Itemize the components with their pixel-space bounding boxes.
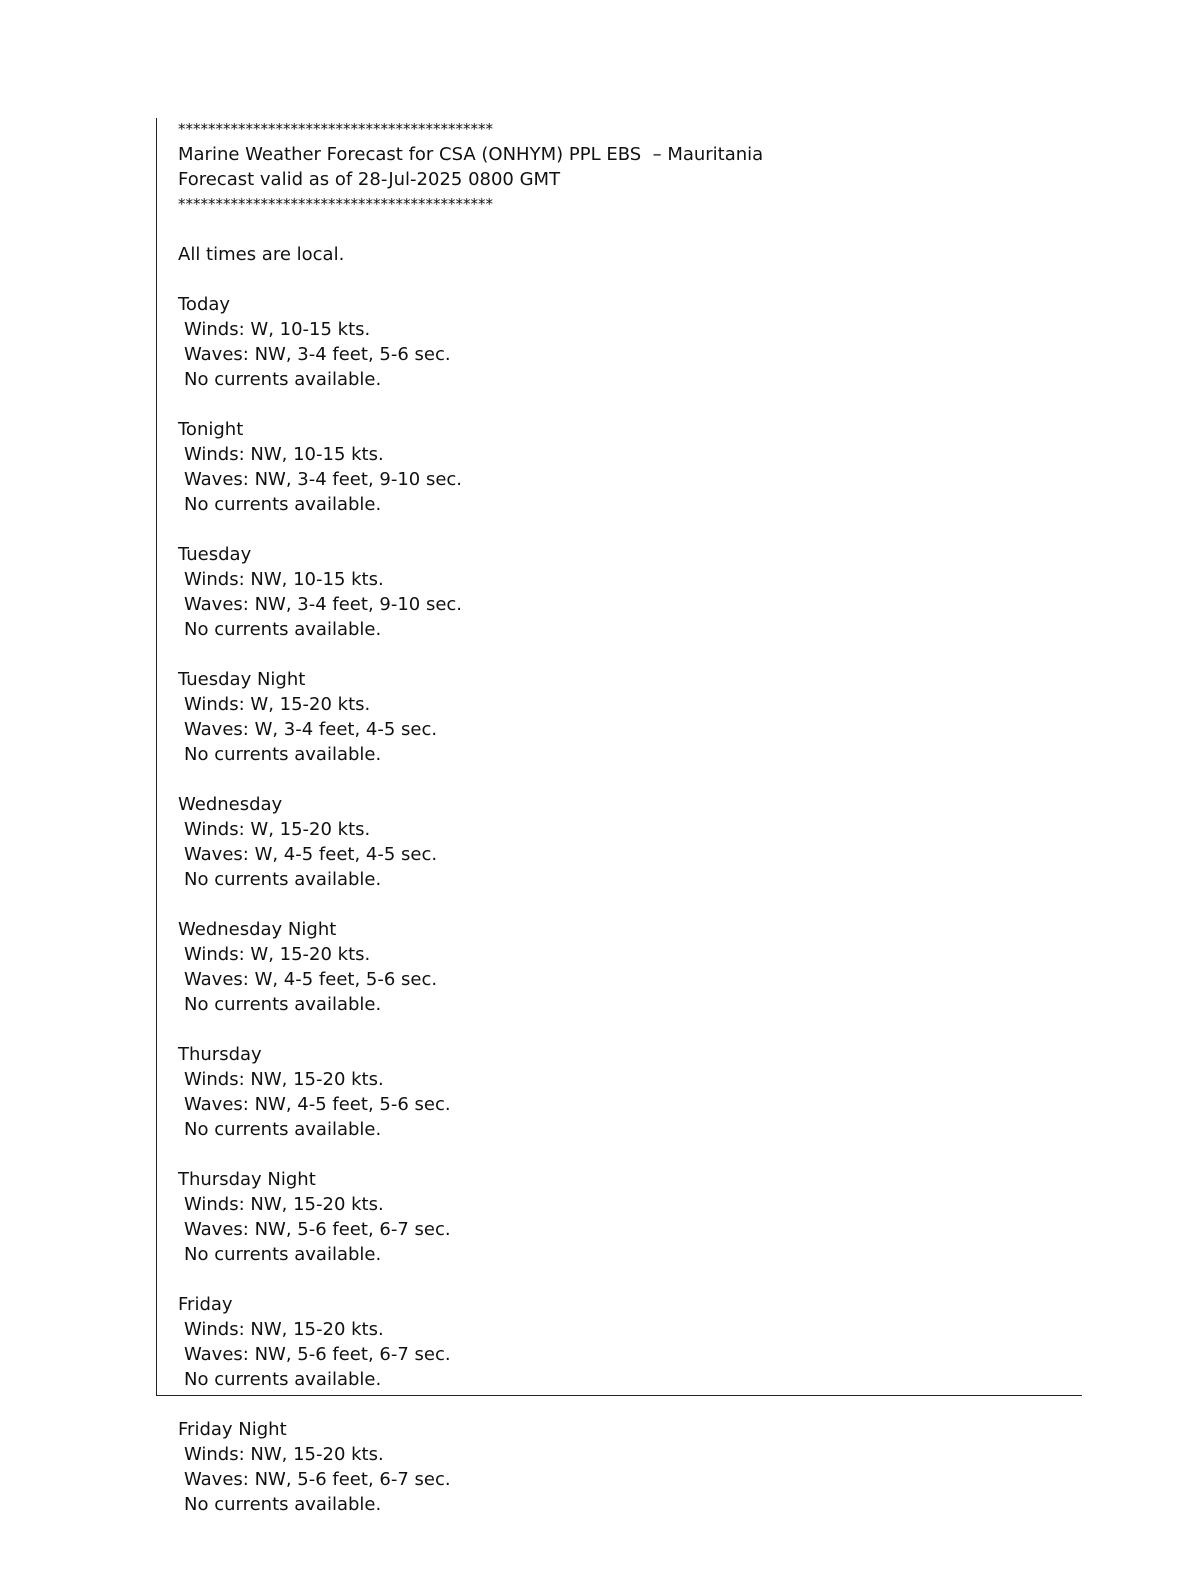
period-waves: Waves: W, 4-5 feet, 4-5 sec. xyxy=(184,844,438,865)
period-waves: Waves: NW, 5-6 feet, 6-7 sec. xyxy=(184,1219,451,1240)
period-waves: Waves: NW, 3-4 feet, 9-10 sec. xyxy=(184,594,463,615)
period-name: Thursday xyxy=(178,1044,262,1065)
forecast-period-tuesday-night xyxy=(178,667,1078,792)
forecast-title: Marine Weather Forecast for CSA (ONHYM) PPL EBS – Mauritania xyxy=(178,144,764,165)
period-winds: Winds: NW, 15-20 kts. xyxy=(184,1319,384,1340)
period-waves: Waves: NW, 3-4 feet, 9-10 sec. xyxy=(184,469,463,490)
spacer xyxy=(178,267,1078,292)
spacer xyxy=(178,892,1078,917)
frame-left-border xyxy=(156,118,157,1396)
period-waves: Waves: W, 3-4 feet, 4-5 sec. xyxy=(184,719,438,740)
header-stars-bottom: ****************************************** xyxy=(178,195,493,213)
period-currents: No currents available. xyxy=(184,494,382,515)
period-currents: No currents available. xyxy=(184,1369,382,1390)
header-stars-top: ****************************************** xyxy=(178,120,493,138)
period-currents: No currents available. xyxy=(184,869,382,890)
forecast-valid-time: Forecast valid as of 28-Jul-2025 0800 GMT xyxy=(178,169,561,190)
spacer xyxy=(178,392,1078,417)
period-currents: No currents available. xyxy=(184,369,382,390)
period-name: Today xyxy=(178,294,231,315)
period-currents: No currents available. xyxy=(184,619,382,640)
period-currents: No currents available. xyxy=(184,744,382,765)
period-name: Tuesday Night xyxy=(178,669,306,690)
period-name: Wednesday xyxy=(178,794,283,815)
period-currents: No currents available. xyxy=(184,1244,382,1265)
forecast-period-friday xyxy=(178,1292,1078,1417)
period-winds: Winds: NW, 15-20 kts. xyxy=(184,1069,384,1090)
period-winds: Winds: NW, 15-20 kts. xyxy=(184,1194,384,1215)
period-winds: Winds: NW, 10-15 kts. xyxy=(184,444,384,465)
spacer xyxy=(178,642,1078,667)
forecast-period-wednesday xyxy=(178,792,1078,917)
forecast-period-thursday-night xyxy=(178,1167,1078,1292)
spacer xyxy=(178,1142,1078,1167)
forecast-period-tonight xyxy=(178,417,1078,542)
period-waves: Waves: NW, 5-6 feet, 6-7 sec. xyxy=(184,1469,451,1490)
spacer xyxy=(178,217,1078,242)
period-waves: Waves: NW, 3-4 feet, 5-6 sec. xyxy=(184,344,451,365)
period-currents: No currents available. xyxy=(184,1119,382,1140)
period-waves: Waves: NW, 5-6 feet, 6-7 sec. xyxy=(184,1344,451,1365)
period-winds: Winds: W, 15-20 kts. xyxy=(184,694,371,715)
times-note: All times are local. xyxy=(178,244,345,265)
forecast-period-tuesday xyxy=(178,542,1078,667)
period-winds: Winds: W, 10-15 kts. xyxy=(184,319,371,340)
forecast-period-wednesday-night xyxy=(178,917,1078,1042)
period-name: Tonight xyxy=(178,419,244,440)
spacer xyxy=(178,517,1078,542)
period-currents: No currents available. xyxy=(184,1494,382,1515)
period-name: Friday xyxy=(178,1294,233,1315)
forecast-document xyxy=(178,117,1078,1517)
spacer xyxy=(178,1392,1078,1417)
period-name: Tuesday xyxy=(178,544,252,565)
spacer xyxy=(178,1267,1078,1292)
period-winds: Winds: NW, 15-20 kts. xyxy=(184,1444,384,1465)
period-currents: No currents available. xyxy=(184,994,382,1015)
period-waves: Waves: W, 4-5 feet, 5-6 sec. xyxy=(184,969,438,990)
period-name: Friday Night xyxy=(178,1419,287,1440)
period-name: Wednesday Night xyxy=(178,919,337,940)
forecast-period-thursday xyxy=(178,1042,1078,1167)
forecast-period-friday-night xyxy=(178,1417,1078,1517)
period-waves: Waves: NW, 4-5 feet, 5-6 sec. xyxy=(184,1094,451,1115)
period-winds: Winds: NW, 10-15 kts. xyxy=(184,569,384,590)
spacer xyxy=(178,1017,1078,1042)
period-winds: Winds: W, 15-20 kts. xyxy=(184,944,371,965)
forecast-period-today xyxy=(178,292,1078,417)
period-name: Thursday Night xyxy=(178,1169,316,1190)
spacer xyxy=(178,767,1078,792)
period-winds: Winds: W, 15-20 kts. xyxy=(184,819,371,840)
